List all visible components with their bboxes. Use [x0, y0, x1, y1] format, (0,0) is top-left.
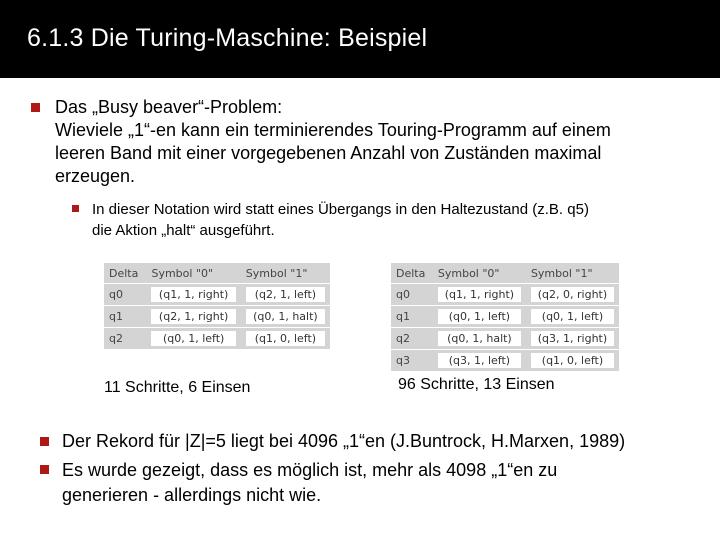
table-header: Delta	[104, 263, 146, 284]
table-row	[391, 306, 619, 328]
bullet-marker-icon	[40, 437, 49, 446]
transition-cell: (q0, 1, halt)	[241, 306, 330, 328]
table-row	[391, 350, 619, 372]
bullet-1-text	[55, 96, 611, 188]
state-cell: q2	[104, 328, 146, 350]
table-header: Symbol "1"	[526, 263, 619, 284]
transition-cell: (q3, 1, left)	[433, 350, 526, 372]
bullet-1-line: Das „Busy beaver“-Problem:	[55, 97, 283, 117]
transition-cell: (q1, 1, right)	[433, 284, 526, 306]
bullet-1-line: Wieviele „1“-en kann ein terminierendes Touring-Programm auf einem	[55, 120, 611, 140]
transition-cell: (q0, 1, left)	[526, 306, 619, 328]
table-2-caption: 96 Schritte, 13 Einsen	[398, 376, 555, 393]
sub-bullet-marker-icon	[72, 205, 79, 212]
transition-cell: (q1, 1, right)	[146, 284, 240, 306]
transition-cell: (q1, 0, left)	[241, 328, 330, 350]
state-cell: q0	[104, 284, 146, 306]
transition-cell: (q2, 0, right)	[526, 284, 619, 306]
table-header: Symbol "1"	[241, 263, 330, 284]
bullet-2-text: Der Rekord für |Z|=5 liegt bei 4096 „1“en (J.Buntrock, H.Marxen, 1989)	[62, 431, 626, 451]
sub-bullet-line: die Aktion „halt“ ausgeführt.	[92, 222, 275, 239]
table-row	[104, 284, 330, 306]
transition-cell: (q1, 0, left)	[526, 350, 619, 372]
state-cell: q1	[391, 306, 433, 328]
bullet-marker-icon	[40, 465, 49, 474]
transition-cell: (q3, 1, right)	[526, 328, 619, 350]
table-header: Symbol "0"	[433, 263, 526, 284]
bullet-marker-icon	[31, 103, 40, 112]
state-cell: q1	[104, 306, 146, 328]
sub-bullet-text	[92, 199, 589, 241]
transition-cell: (q0, 1, left)	[433, 306, 526, 328]
table-1-caption: 11 Schritte, 6 Einsen	[104, 379, 251, 396]
bullet-1-line: erzeugen.	[55, 166, 136, 186]
table-header: Symbol "0"	[146, 263, 240, 284]
delta-table-1	[104, 263, 330, 350]
table-row	[104, 306, 330, 328]
table-header: Delta	[391, 263, 433, 284]
transition-cell: (q0, 1, left)	[146, 328, 240, 350]
bullet-3-line: Es wurde gezeigt, dass es möglich ist, mehr als 4098 „1“en zu	[62, 460, 558, 480]
title-bar	[0, 0, 720, 78]
bullet-3-line: generieren - allerdings nicht wie.	[62, 485, 322, 505]
table-row	[104, 328, 330, 350]
transition-cell: (q2, 1, right)	[146, 306, 240, 328]
state-cell: q3	[391, 350, 433, 372]
bullet-3-text	[62, 458, 557, 508]
delta-table-2	[391, 263, 619, 372]
sub-bullet-line: In dieser Notation wird statt eines Übergangs in den Haltezustand (z.B. q5)	[92, 201, 589, 218]
state-cell: q0	[391, 284, 433, 306]
slide-title: 6.1.3 Die Turing-Maschine: Beispiel	[27, 24, 428, 52]
table-row	[391, 284, 619, 306]
transition-cell: (q2, 1, left)	[241, 284, 330, 306]
table-row	[391, 328, 619, 350]
bullet-1-line: leeren Band mit einer vorgegebenen Anzahl von Zuständen maximal	[55, 143, 602, 163]
transition-cell: (q0, 1, halt)	[433, 328, 526, 350]
state-cell: q2	[391, 328, 433, 350]
